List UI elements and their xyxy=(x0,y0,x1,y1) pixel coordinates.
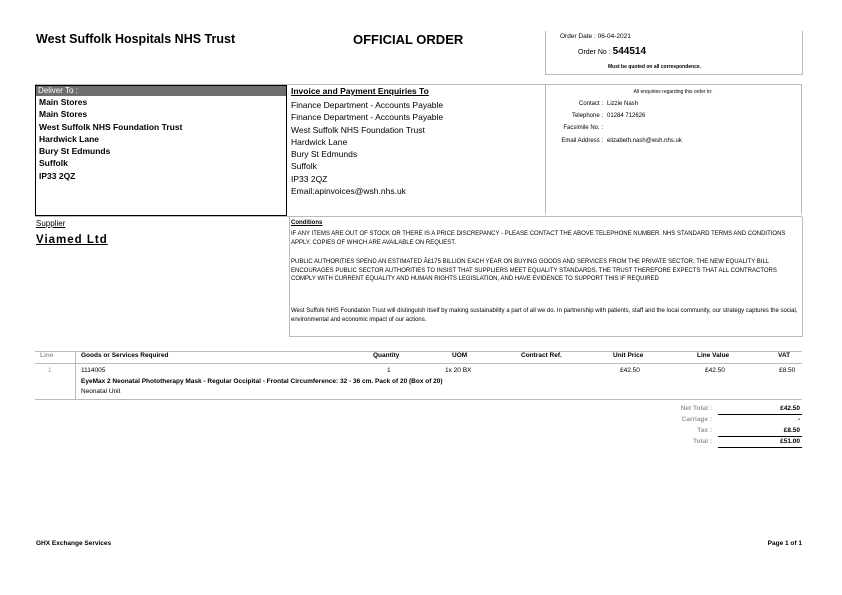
org-name: West Suffolk Hospitals NHS Trust xyxy=(36,32,236,46)
row-department: Neonatal Unit xyxy=(81,388,121,395)
address-line: West Suffolk NHS Foundation Trust xyxy=(39,121,183,132)
tax-label: Tax : xyxy=(697,427,712,434)
col-header-contract: Contract Ref. xyxy=(521,352,562,359)
row-uom: 1x 20 BX xyxy=(445,367,472,374)
tax-value: £8.50 xyxy=(783,427,800,434)
divider xyxy=(718,414,802,415)
order-no-label: Order No : xyxy=(578,49,611,56)
col-header-line-value: Line Value xyxy=(697,352,730,359)
col-header-uom: UOM xyxy=(452,352,468,359)
contact-value: Lizzie Nash xyxy=(607,101,639,107)
supplier-name: Viamed Ltd xyxy=(36,234,108,246)
row-vat: £8.50 xyxy=(779,367,796,374)
document-title: OFFICIAL ORDER xyxy=(353,32,464,47)
col-header-quantity: Quantity xyxy=(373,352,400,359)
telephone-label: Telephone : xyxy=(571,113,603,119)
address-line: West Suffolk NHS Foundation Trust xyxy=(291,124,425,135)
address-line: Bury St Edmunds xyxy=(39,146,111,157)
row-line: 1 xyxy=(48,367,52,374)
address-line: Finance Department - Accounts Payable xyxy=(291,112,444,123)
col-header-vat: VAT xyxy=(778,352,791,359)
order-date xyxy=(560,33,631,40)
address-line: Finance Department - Accounts Payable xyxy=(291,100,444,110)
fax-label: Facsimile No. : xyxy=(563,125,603,131)
contact-label: Contact : xyxy=(578,101,603,107)
invoice-address xyxy=(291,99,443,197)
col-header-goods: Goods or Services Required xyxy=(81,352,169,359)
address-line: Bury St Edmunds xyxy=(291,149,358,160)
net-total-label: Net Total : xyxy=(680,405,712,412)
address-line: Main Stores xyxy=(39,109,88,120)
order-date-value: 06-04-2021 xyxy=(597,33,631,40)
net-total-value: £42.50 xyxy=(780,405,800,412)
order-number xyxy=(578,46,646,57)
row-description: EyeMax 2 Neonatal Phototherapy Mask - Regular Occipital - Frontal Circumference: 32 - 36 cm. Pack of 20 (Box of 20) xyxy=(81,378,443,385)
col-header-line: Line xyxy=(40,352,54,359)
carriage-value: - xyxy=(797,416,800,423)
deliver-address xyxy=(36,96,286,182)
conditions-title: Conditions xyxy=(291,220,323,226)
divider xyxy=(545,84,546,214)
email-label: Email Address : xyxy=(561,138,603,144)
conditions-paragraph: IF ANY ITEMS ARE OUT OF STOCK OR THERE IS A PRICE DISCREPANCY - PLEASE CONTACT THE ABOVE TELEPHONE NUMBER. NHS STANDARD TERMS AND CONDITIONS APPLY. COPIES OF WHICH ARE AVAILABLE ON REQUEST. xyxy=(291,231,786,246)
footer-provider: GHX Exchange Services xyxy=(36,540,112,547)
address-line: Hardwick Lane xyxy=(291,136,348,147)
quoted-note: Must be quoted on all correspondence. xyxy=(608,64,702,70)
address-line: IP33 2QZ xyxy=(39,170,76,181)
page-number: Page 1 of 1 xyxy=(767,540,802,547)
row-unit-price: £42.50 xyxy=(620,367,640,374)
divider xyxy=(801,84,802,214)
divider xyxy=(718,436,802,437)
address-line: Suffolk xyxy=(39,158,68,169)
invoice-email[interactable]: Email:apinvoices@wsh.nhs.uk xyxy=(291,186,406,197)
invoice-title: Invoice and Payment Enquiries To xyxy=(291,86,429,96)
conditions-paragraph: West Suffolk NHS Foundation Trust will distinguish itself by making sustainability a part of all we do. In partnership with patients, staff and the local community, our strategy captures the social, environmental and economic impact of our actions. xyxy=(291,308,798,323)
divider xyxy=(718,447,802,448)
address-line: Hardwick Lane xyxy=(39,133,99,144)
row-quantity: 1 xyxy=(387,367,391,374)
total-label: Total : xyxy=(692,438,712,445)
order-no-value: 544514 xyxy=(612,46,647,57)
address-line: Suffolk xyxy=(291,161,317,172)
deliver-to-title: Deliver To : xyxy=(36,86,286,96)
divider xyxy=(75,351,76,399)
conditions-paragraph: PUBLIC AUTHORITIES SPEND AN ESTIMATED Â£175 BILLION EACH YEAR ON BUYING GOODS AND SERVICES FROM THE PRIVATE SECTOR. THE NEW EQUALITY BILL ENCOURAGES PUBLIC SECTOR AUTHORITIES TO INSIST THAT SUPPLIERS MEET EQUALITY STANDARDS. THE TRUST THEREFORE EXPECTS THAT ALL CONTRACTORS COMPLY WITH CURRENT EQUALITY AND HUMAN RIGHTS LEGISLATION, AND HAVE EVIDENCE TO SUPPORT THIS IF REQUIRED xyxy=(291,259,777,282)
row-code: 1114005 xyxy=(81,367,106,374)
enquiries-heading: All enquiries regarding this order to: xyxy=(633,89,713,95)
total-value: £51.00 xyxy=(780,438,800,445)
row-line-value: £42.50 xyxy=(705,367,725,374)
email-value[interactable]: elizabeth.nash@wsh.nhs.uk xyxy=(607,138,682,144)
address-line: IP33 2QZ xyxy=(291,173,328,184)
carriage-label: Carriage : xyxy=(681,416,712,423)
order-date-label: Order Date : xyxy=(560,33,596,40)
col-header-unit-price: Unit Price xyxy=(613,352,644,359)
deliver-to-box xyxy=(35,85,287,216)
address-line: Main Stores xyxy=(39,97,88,107)
supplier-label: Supplier xyxy=(36,219,66,228)
telephone-value: 01284 712626 xyxy=(607,113,646,119)
